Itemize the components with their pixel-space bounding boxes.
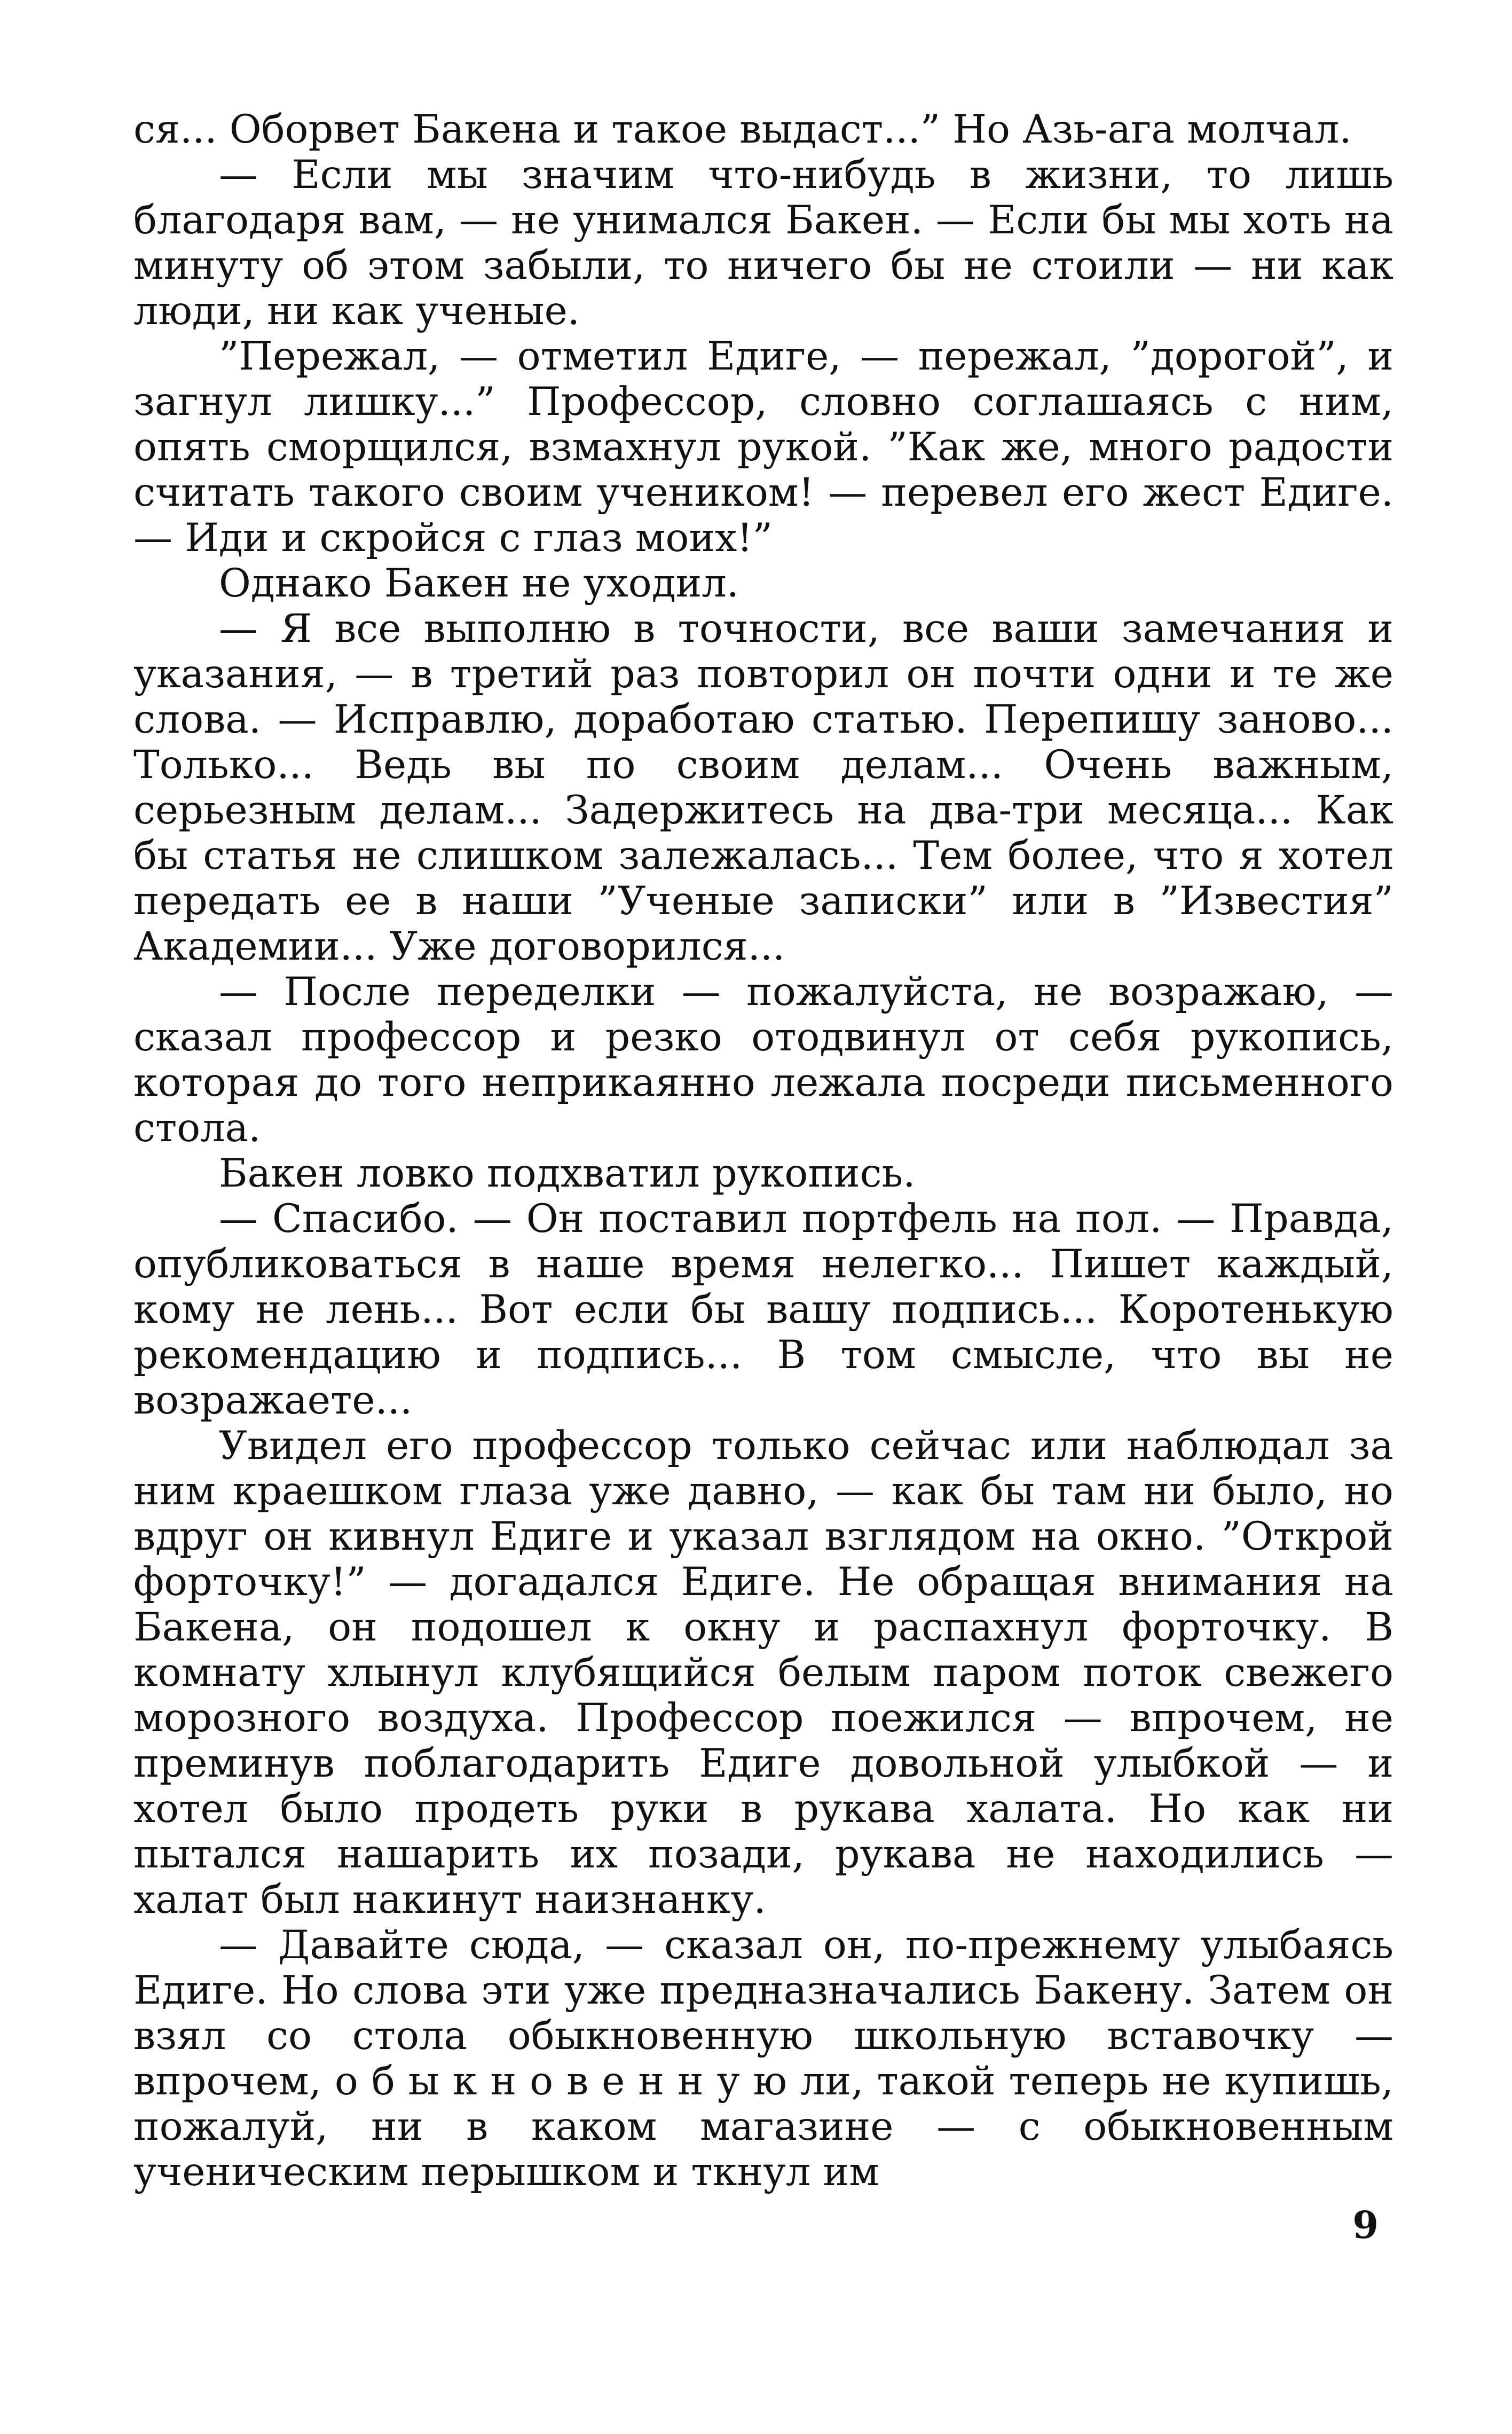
paragraph-6: — После переделки — пожалуйста, не возражаю, — сказал профессор и резко отодвинул от себя рукопись, которая до того неприкаянно лежала посреди письменного стола. — [133, 969, 1393, 1151]
paragraph-10: — Давайте сюда, — сказал он, по-прежнему улыбаясь Едиге. Но слова эти уже предназначались Бакену. Затем он взял со стола обыкновенную школьную вставочку — впрочем, о б ы к н о в е н н у ю ли, такой теперь не купишь, пожалуй, ни в каком магазине — с обыкновенным ученическим перышком и ткнул им — [133, 1922, 1393, 2195]
page-number: 9 — [1352, 2203, 1379, 2247]
paragraph-7: Бакен ловко подхватил рукопись. — [219, 1151, 916, 1196]
paragraph-3: ”Пережал, — отметил Едиге, — пережал, ”дорогой”, и загнул лишку...” Профессор, словно соглашаясь с ним, опять сморщился, взмахнул рукой. ”Как же, много радости считать такого своим учеником! — перевел его жест Едиге. — Иди и скройся с глаз моих!” — [133, 334, 1393, 561]
paragraph-2: — Если мы значим что-нибудь в жизни, то лишь благодаря вам, — не унимался Бакен. — Если бы мы хоть на минуту об этом забыли, то ничего бы не стоили — ни как люди, ни как ученые. — [133, 152, 1393, 334]
paragraph-8: — Спасибо. — Он поставил портфель на пол. — Правда, опубликоваться в наше время нелегко... Пишет каждый, кому не лень... Вот если бы вашу подпись... Коротенькую рекомендацию и подпись... В том смысле, что вы не возражаете... — [133, 1196, 1393, 1423]
paragraph-5: — Я все выполню в точности, все ваши замечания и указания, — в третий раз повторил он почти одни и те же слова. — Исправлю, доработаю статью. Перепишу заново... Только... Ведь вы по своим делам... Очень важным, серьезным делам... Задержитесь на два-три месяца... Как бы статья не слишком залежалась... Тем более, что я хотел передать ее в наши ”Ученые записки” или в ”Известия” Академии... Уже договорился... — [133, 606, 1393, 969]
paragraph-1: ся... Оборвет Бакена и такое выдаст...” Но Азь-ага молчал. — [133, 107, 1352, 152]
page-body — [133, 107, 1393, 2195]
paragraph-4: Однако Бакен не уходил. — [219, 561, 739, 606]
paragraph-9: Увидел его профессор только сейчас или наблюдал за ним краешком глаза уже давно, — как бы там ни было, но вдруг он кивнул Едиге и указал взглядом на окно. ”Открой форточку!” — догадался Едиге. Не обращая внимания на Бакена, он подошел к окну и распахнул форточку. В комнату хлынул клубящийся белым паром поток свежего морозного воздуха. Профессор поежился — впрочем, не преминув поблагодарить Едиге довольной улыбкой — и хотел было продеть руки в рукава халата. Но как ни пытался нашарить их позади, рукава не находились — халат был накинут наизнанку. — [133, 1423, 1393, 1922]
